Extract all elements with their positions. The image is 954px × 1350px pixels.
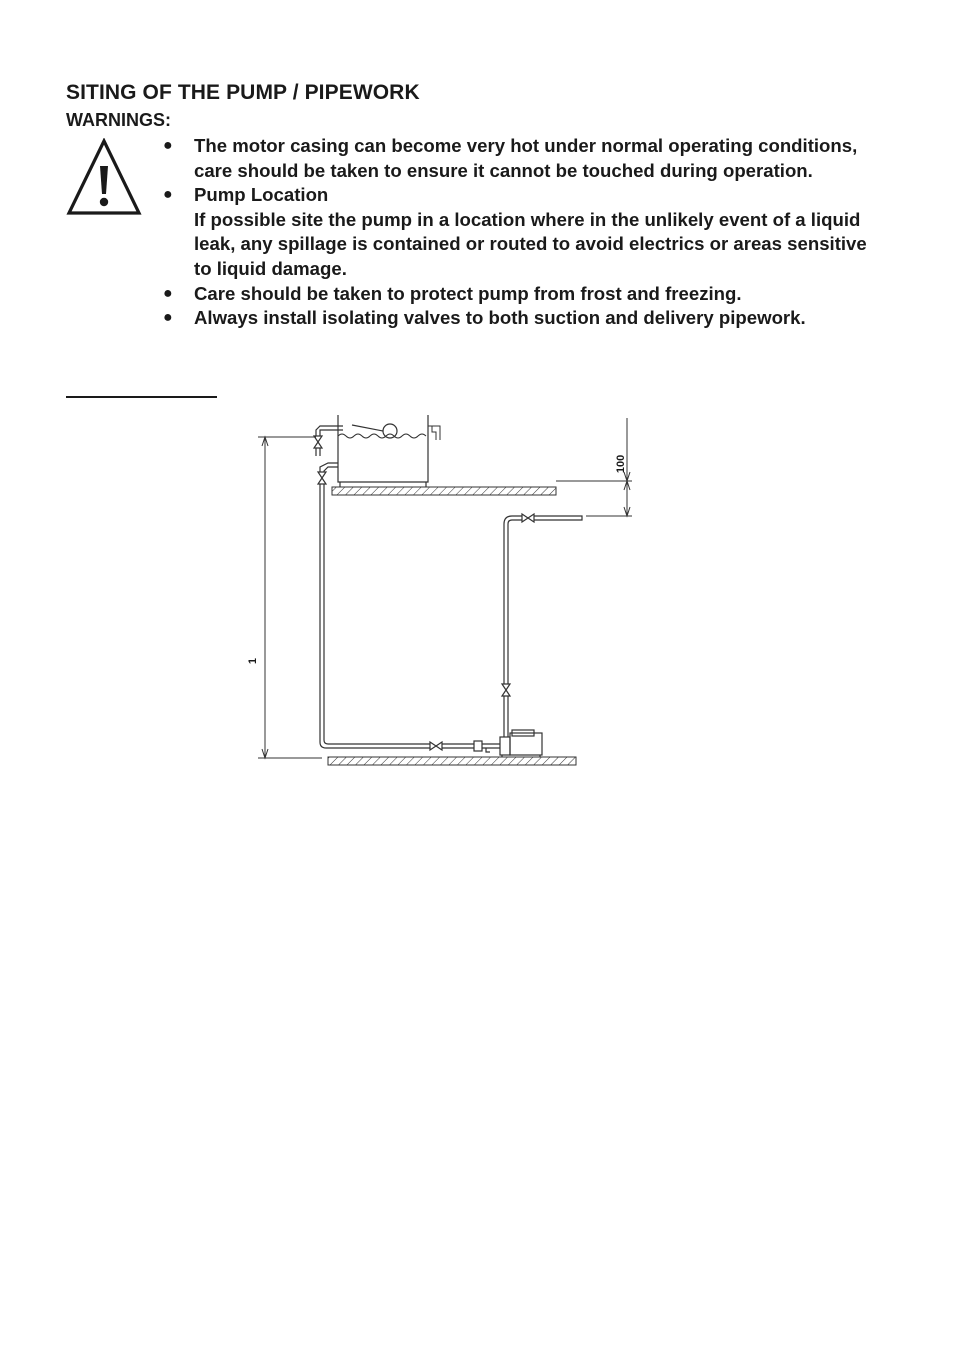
list-item <box>160 134 880 183</box>
bullet-icon: ● <box>163 284 173 302</box>
warnings-list <box>160 134 880 331</box>
height-dimension-label: 1 <box>247 657 259 665</box>
exclamation-triangle-icon <box>66 138 142 216</box>
height-dimension <box>258 437 322 758</box>
pipework-diagram <box>240 405 640 775</box>
bullet-icon: ● <box>163 309 173 327</box>
list-item <box>160 183 880 281</box>
list-item <box>160 282 880 307</box>
bullet-text: Always install isolating valves to both suction and delivery pipework. <box>194 307 806 329</box>
suction-pipe <box>318 463 500 752</box>
bullet-icon: ● <box>163 186 173 204</box>
offset-dimension-label: 100 <box>615 454 627 474</box>
water-tank <box>338 415 440 487</box>
list-item <box>160 306 880 331</box>
delivery-pipe <box>502 514 582 724</box>
page-title: SITING OF THE PUMP / PIPEWORK <box>66 81 420 104</box>
lower-floor <box>328 757 576 765</box>
bullet-text: The motor casing can become very hot under normal operating conditions, care should be taken to ensure it cannot be touched during operation. <box>194 135 858 181</box>
bullet-text: Care should be taken to protect pump from frost and freezing. <box>194 282 742 304</box>
bullet-detail: If possible site the pump in a location where in the unlikely event of a liquid leak, any spillage is contained or routed to avoid electrics or areas sensitive to liquid damage. <box>194 208 867 279</box>
bullet-text: Pump Location <box>194 184 329 206</box>
warnings-label: WARNINGS: <box>66 110 171 130</box>
pump <box>500 724 542 757</box>
bullet-icon: ● <box>163 137 173 154</box>
upper-floor <box>332 487 556 495</box>
section-divider <box>66 396 217 398</box>
